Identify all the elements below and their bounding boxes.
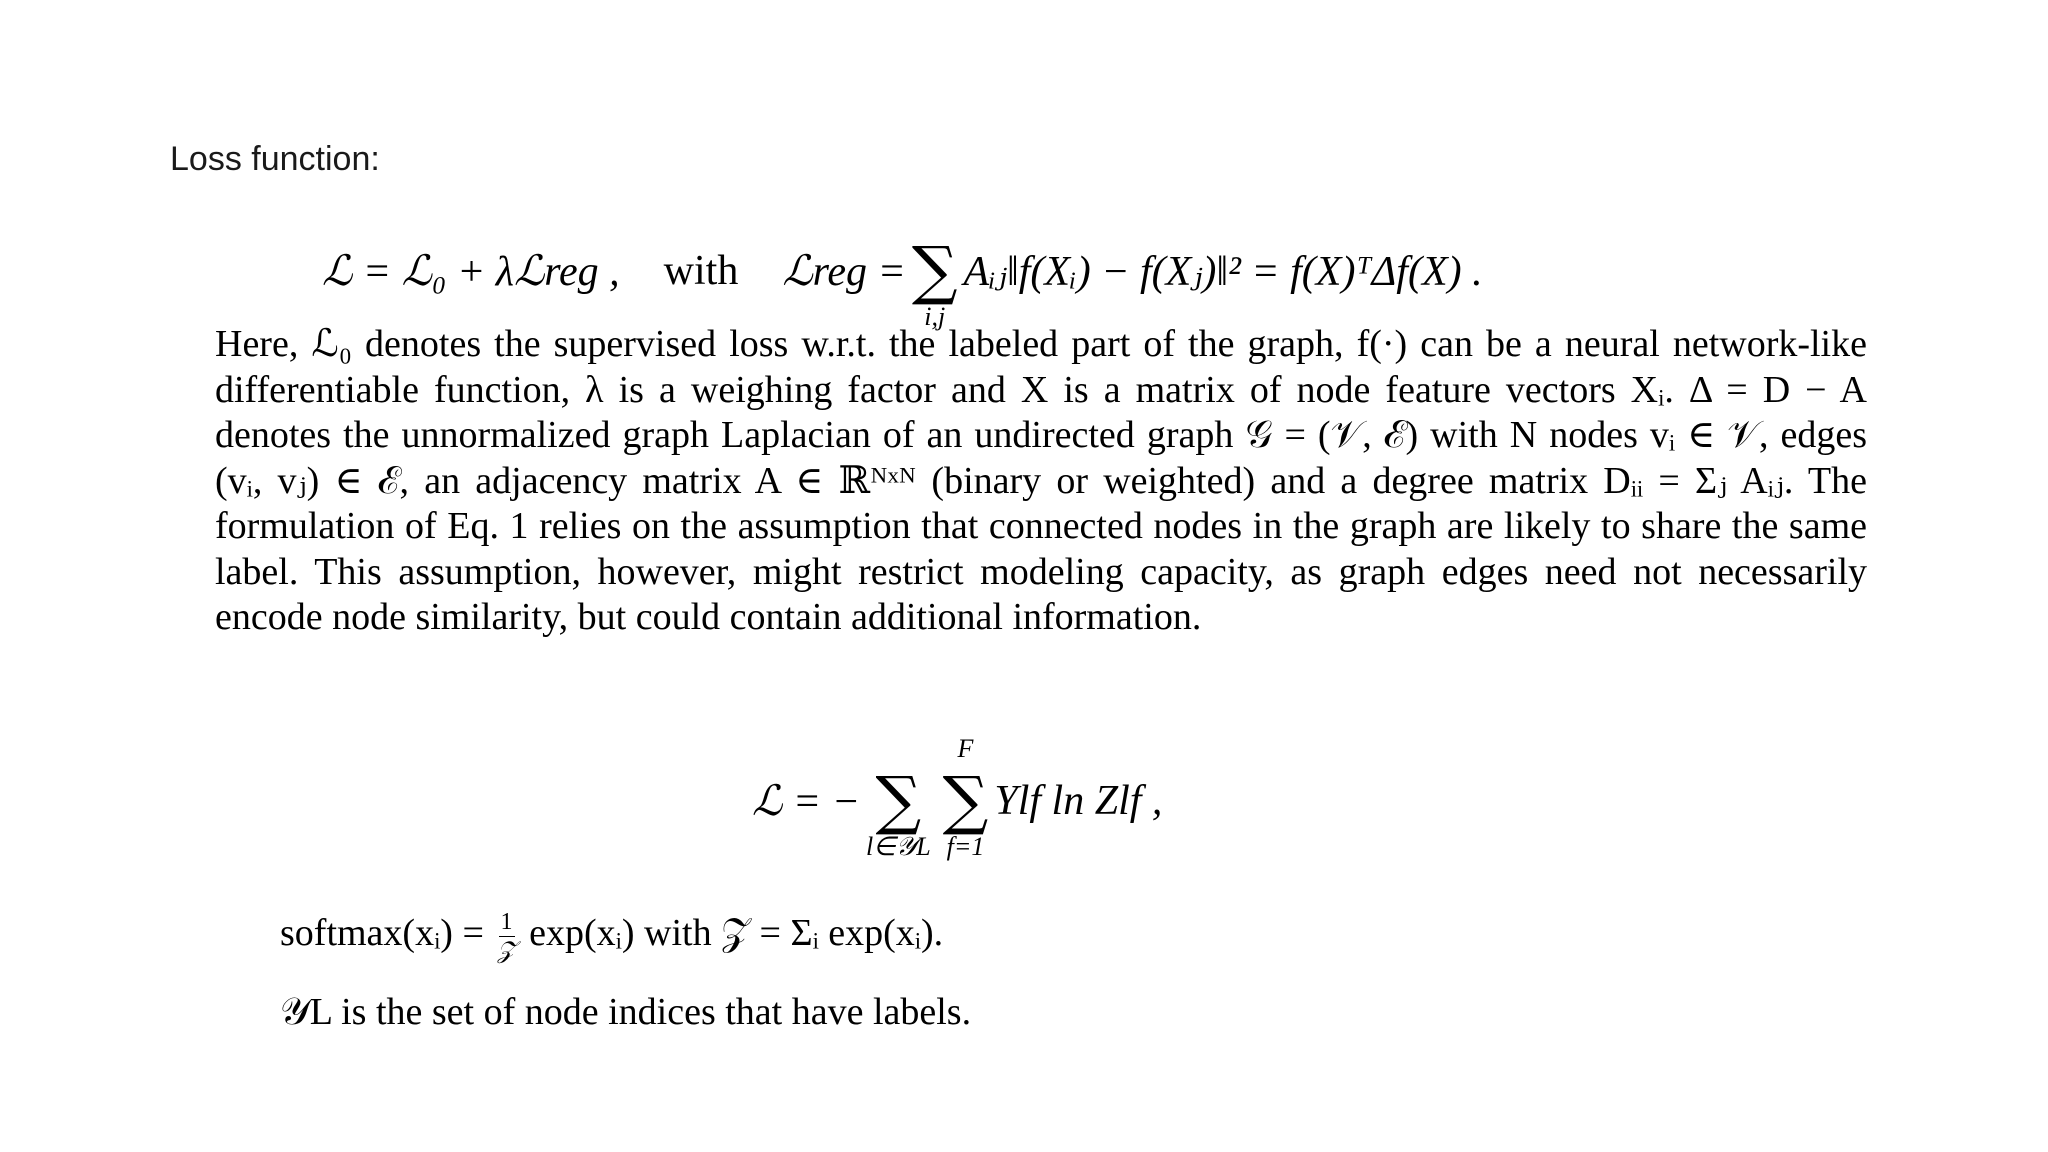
labels-note: 𝒴L is the set of node indices that have labels.	[280, 991, 972, 1033]
fraction-numerator: 1	[500, 909, 513, 935]
reg-expression: Aᵢⱼ‖f(Xᵢ) − f(Xⱼ)‖² = f(X)ᵀΔf(X) .	[963, 249, 1483, 295]
loss-equation-lhs: ℒ = ℒ₀ + λℒreg ,	[322, 249, 620, 295]
cross-entropy-lhs: ℒ = −	[752, 779, 860, 825]
softmax-fraction	[497, 910, 515, 963]
cross-entropy-equation	[752, 735, 1162, 867]
reg-definition: ℒreg =	[782, 249, 906, 295]
explanation-paragraph: Here, ℒ₀ denotes the supervised loss w.r.t. the labeled part of the graph, f(·) can be a neural network-like differentiable function, λ is a weighing factor and X is a matrix of node feature vectors Xᵢ. Δ = D − A denotes the unnormalized graph Laplacian of an undirected graph 𝒢 = (𝒱, ℰ) with N nodes vᵢ ∈ 𝒱, edges (vᵢ, vⱼ) ∈ ℰ, an adjacency matrix A ∈ ℝᴺˣᴺ (binary or weighted) and a degree matrix Dᵢᵢ = Σⱼ Aᵢⱼ. The formulation of Eq. 1 relies on the assumption that connected nodes in the graph are likely to share the same label. This assumption, however, might restrict modeling capacity, as graph edges need not necessarily encode node similarity, but could contain additional information.	[215, 323, 1867, 638]
sum-operator-labeled: ∑ l∈𝒴L	[866, 735, 931, 867]
loss-equation	[322, 205, 1483, 337]
slide-title: Loss function:	[170, 140, 380, 178]
softmax-left: softmax(xᵢ) =	[280, 912, 484, 955]
softmax-right: exp(xᵢ) with 𝒵 = Σᵢ exp(xᵢ).	[529, 912, 944, 955]
fraction-denominator: 𝒵	[497, 938, 516, 964]
loss-equation-with: with	[663, 248, 739, 294]
sum-lower-features: f=1	[946, 832, 985, 861]
cross-entropy-body: Ylf ln Zlf ,	[994, 778, 1163, 824]
sum-operator: ∑ i,j	[912, 205, 958, 337]
sum-upper-features: F	[957, 734, 974, 763]
sum-lower-limit: i,j	[924, 302, 946, 331]
sum-lower-labeled: l∈𝒴L	[865, 832, 931, 861]
softmax-note	[280, 910, 943, 963]
sum-operator-features: F ∑ f=1	[943, 735, 989, 867]
